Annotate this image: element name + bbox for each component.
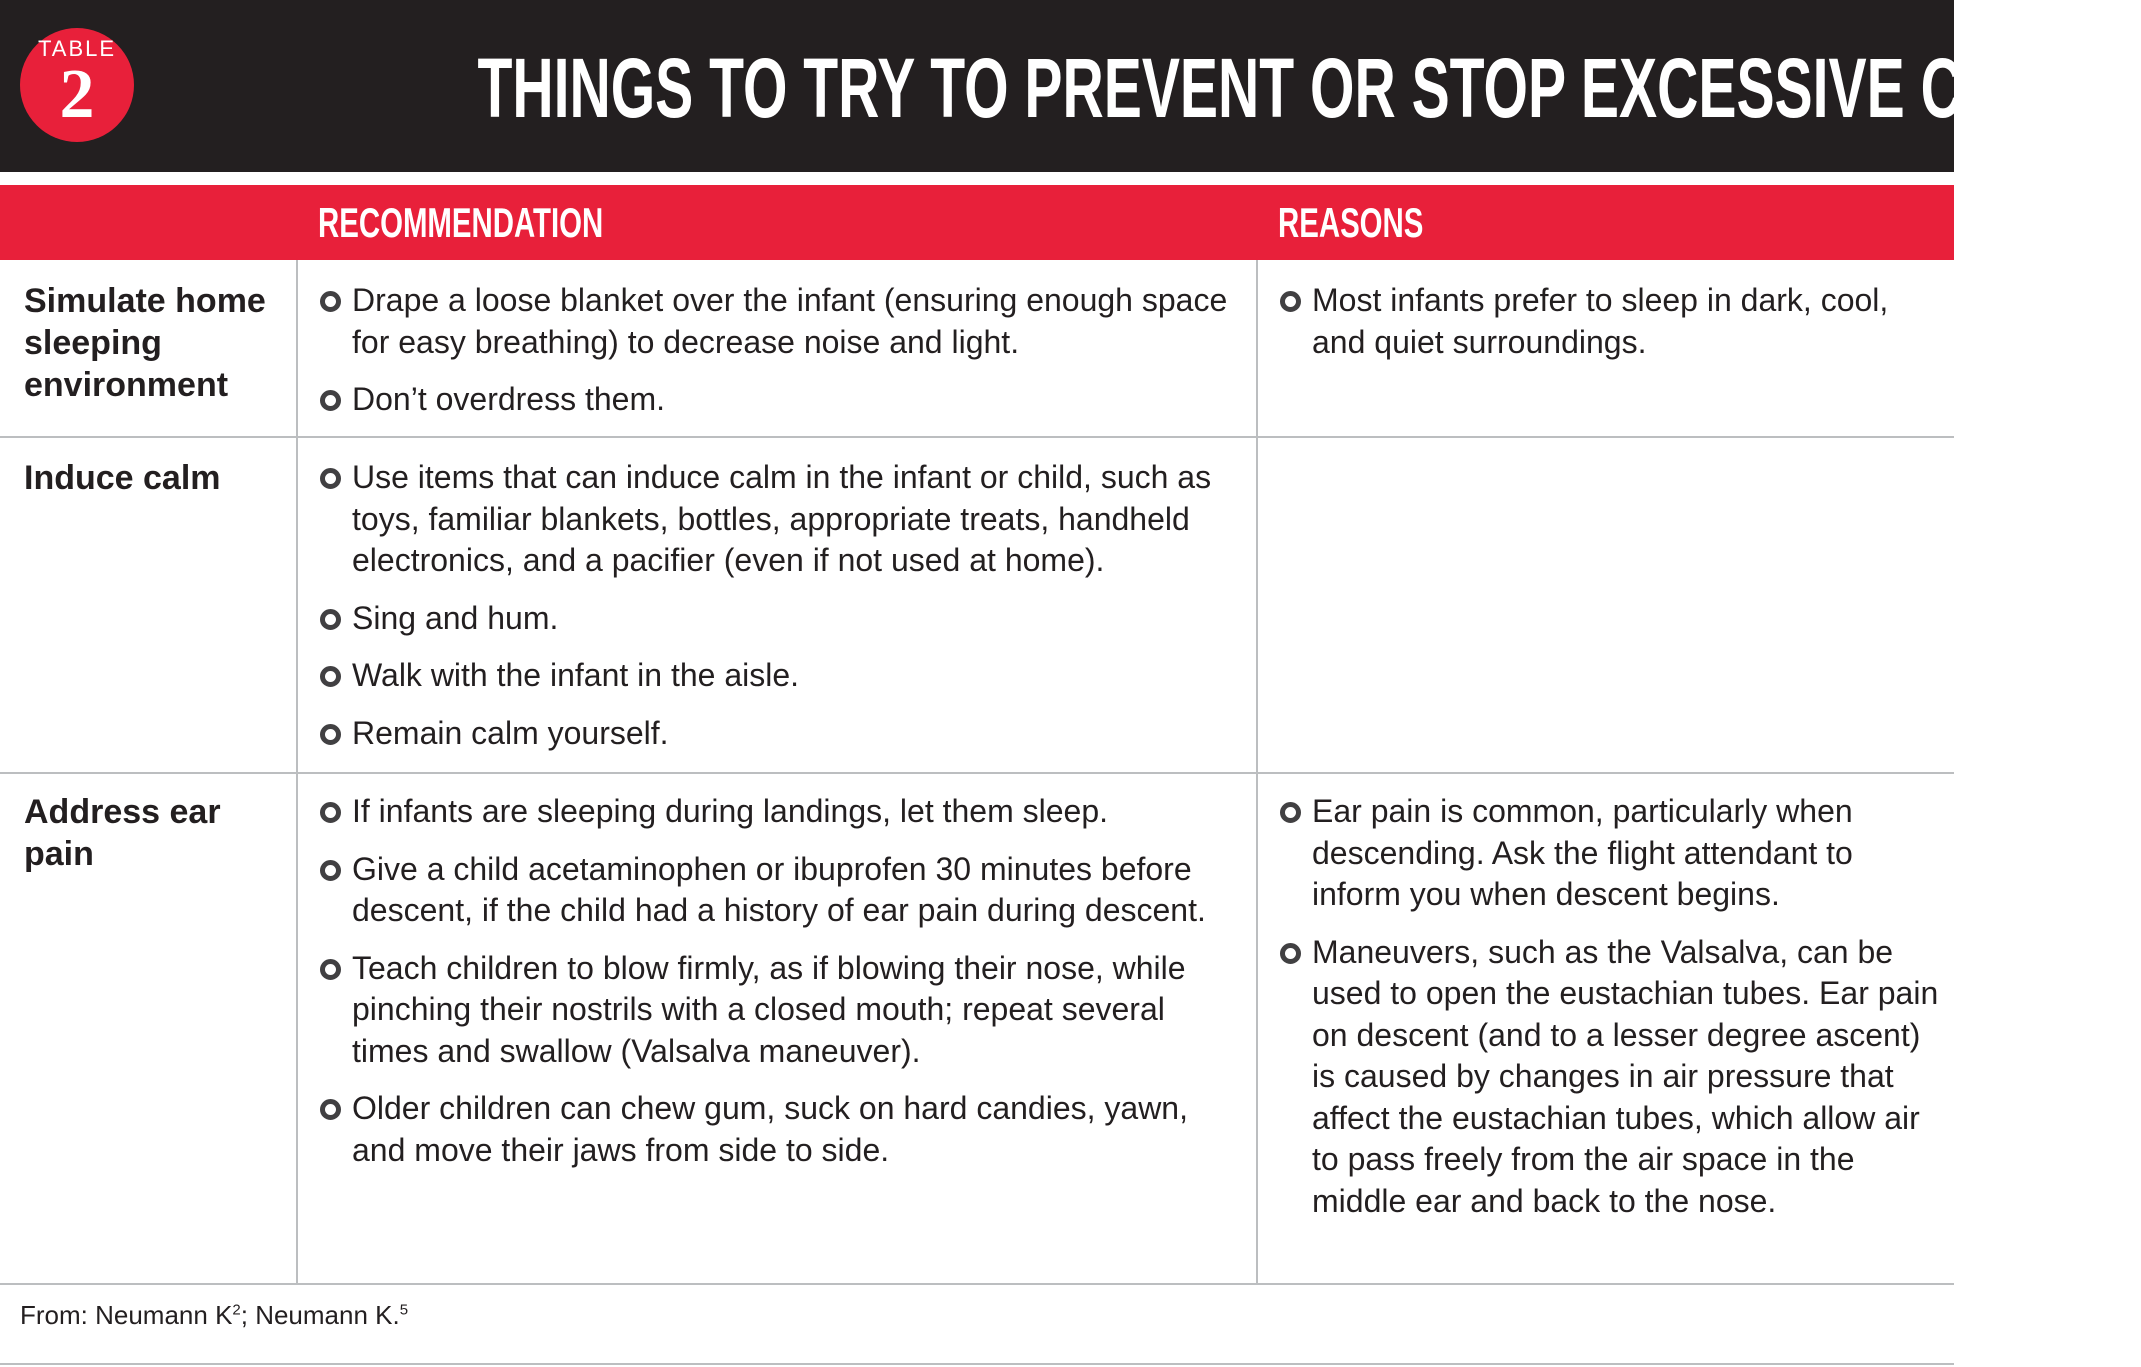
bottom-divider — [0, 1363, 1954, 1365]
bullet-icon — [1280, 291, 1301, 312]
bullet-icon — [320, 468, 341, 489]
list-item — [320, 655, 1232, 697]
bullet-icon — [1280, 943, 1301, 964]
bullet-icon — [320, 860, 341, 881]
list-item — [320, 379, 1232, 421]
list-item — [1280, 280, 1940, 363]
list-item-text: Don’t overdress them. — [352, 381, 666, 417]
bullet-icon — [320, 724, 341, 745]
bullet-icon — [1280, 802, 1301, 823]
row-0-recommendations — [320, 280, 1232, 437]
list-item-text: Ear pain is common, particularly when descending. Ask the flight attendant to inform you when descent begins. — [1312, 793, 1853, 912]
row-divider — [0, 772, 1954, 774]
list-item-text: Sing and hum. — [352, 599, 559, 636]
list-item — [1280, 791, 1940, 916]
title-banner — [0, 0, 2141, 172]
badge-number: 2 — [59, 56, 95, 133]
row-2-reasons — [1280, 791, 1940, 1238]
list-item — [320, 457, 1232, 582]
bullet-icon — [320, 291, 341, 312]
bullet-icon — [320, 959, 341, 980]
list-item — [320, 713, 1232, 755]
bullet-icon — [320, 1099, 341, 1120]
row-0-reasons — [1280, 280, 1940, 379]
list-item-text: Older children can chew gum, suck on hard candies, yawn, and move their jaws from side to side. — [352, 1090, 1188, 1168]
list-item-text: Use items that can induce calm in the infant or child, such as toys, familiar blankets, bottles, appropriate treats, handheld electronics, and a pacifier (even if not used at home). — [352, 459, 1212, 578]
bullet-icon — [320, 666, 341, 687]
reference-mark: 5 — [399, 1301, 409, 1319]
list-item-text: Give a child acetaminophen or ibuprofen 30 minutes before descent, if the child had a history of ear pain during descent. — [352, 850, 1206, 928]
source-text: From: Neumann K — [20, 1300, 233, 1330]
list-item — [320, 791, 1232, 833]
source-text: ; Neumann K. — [240, 1300, 400, 1330]
row-label-sleeping-environment: Simulate home sleeping environment — [24, 282, 266, 404]
column-header-recommendation: RECOMMENDATION — [318, 199, 604, 246]
row-2-recommendations — [320, 791, 1232, 1187]
bullet-icon — [320, 390, 341, 411]
list-item-text: Remain calm yourself. — [352, 714, 669, 751]
reference-mark: 2 — [232, 1301, 241, 1319]
list-item-text: If infants are sleeping during landings, let them sleep. — [352, 793, 1109, 829]
list-item-text: Walk with the infant in the aisle. — [352, 657, 800, 693]
list-item — [1280, 932, 1940, 1223]
row-label-ear-pain: Address ear pain — [24, 793, 221, 873]
source-note — [20, 1300, 408, 1331]
list-item — [320, 948, 1232, 1073]
recommendations-table — [0, 185, 1954, 1285]
table-number-badge — [20, 28, 134, 142]
badge-label: TABLE — [37, 36, 117, 61]
list-item — [320, 1088, 1232, 1171]
row-label-induce-calm: Induce calm — [24, 459, 221, 497]
row-divider — [0, 1283, 1954, 1285]
table-title: THINGS TO TRY TO PREVENT OR STOP EXCESSIVE CRYING — [477, 41, 2141, 135]
bullet-icon — [320, 609, 341, 630]
list-item-text: Teach children to blow firmly, as if blowing their nose, while pinching their nostrils with a closed mouth; repeat several times and swallow (Valsalva maneuver). — [352, 949, 1186, 1069]
list-item — [320, 849, 1232, 932]
bullet-icon — [320, 802, 341, 823]
row-1-recommendations — [320, 457, 1232, 770]
list-item — [320, 280, 1232, 363]
column-header-reasons: REASONS — [1278, 199, 1424, 246]
column-header-bar — [0, 185, 1954, 260]
list-item — [320, 598, 1232, 640]
list-item-text: Maneuvers, such as the Valsalva, can be used to open the eustachian tubes. Ear pain on descent (and to a lesser degree ascent) is caused by changes in air pressure that affect the eustachian tubes, which allow air to pass freely from the air space in the middle ear and back to the nose. — [1312, 933, 1939, 1219]
row-divider — [0, 436, 1954, 438]
list-item-text: Drape a loose blanket over the infant (ensuring enough space for easy breathing) to decrease noise and light. — [352, 282, 1228, 360]
list-item-text: Most infants prefer to sleep in dark, cool, and quiet surroundings. — [1312, 282, 1889, 360]
